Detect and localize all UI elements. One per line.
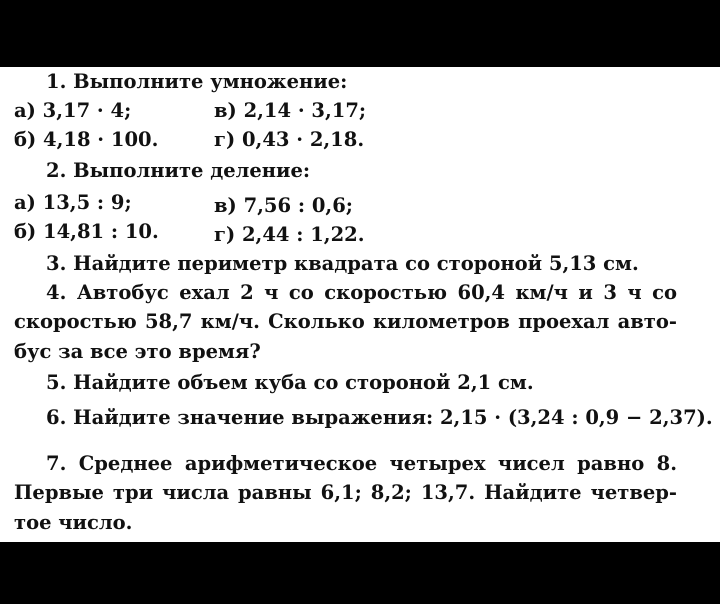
task-3-text: 3. Найдите периметр квадрата со стороной 5,13 см. xyxy=(46,252,639,275)
task-4-line-1: 4. Автобус ехал 2 ч со скоростью 60,4 км/ч и 3 ч со xyxy=(46,281,677,304)
task-7-line-1: 7. Среднее арифметическое четырех чисел равно 8. xyxy=(46,452,677,475)
task-2-item-g: г) 2,44 : 1,22. xyxy=(214,223,365,246)
task-2-item-b: б) 14,81 : 10. xyxy=(14,220,159,243)
task-1-item-v: в) 2,14 · 3,17; xyxy=(214,99,367,122)
task-6-text: 6. Найдите значение выражения: 2,15 · (3,24 : 0,9 − 2,37). xyxy=(46,406,713,429)
task-4-line-2: скоростью 58,7 км/ч. Сколько километров проехал авто- xyxy=(14,310,677,333)
textbook-page xyxy=(0,67,720,542)
task-1-title: 1. Выполните умножение: xyxy=(46,70,348,93)
task-2-title: 2. Выполните деление: xyxy=(46,159,311,182)
task-5-text: 5. Найдите объем куба со стороной 2,1 см. xyxy=(46,371,534,394)
task-4-line-3: бус за все это время? xyxy=(14,340,261,363)
task-1-item-a: а) 3,17 · 4; xyxy=(14,99,132,122)
task-7-line-3: тое число. xyxy=(14,511,133,534)
task-1-item-b: б) 4,18 · 100. xyxy=(14,128,159,151)
task-1-item-g: г) 0,43 · 2,18. xyxy=(214,128,365,151)
task-7-line-2: Первые три числа равны 6,1; 8,2; 13,7. Найдите четвер- xyxy=(14,481,677,504)
task-2-item-a: а) 13,5 : 9; xyxy=(14,191,132,214)
task-2-item-v: в) 7,56 : 0,6; xyxy=(214,194,353,217)
